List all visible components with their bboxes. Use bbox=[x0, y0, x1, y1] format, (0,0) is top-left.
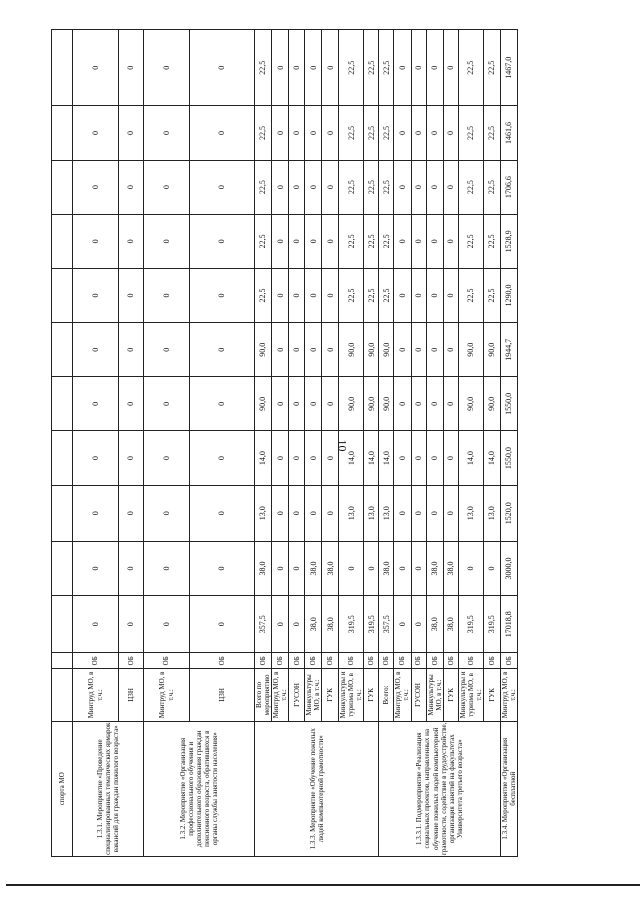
value-cell: 90,0 bbox=[379, 323, 394, 377]
value-cell: 0 bbox=[394, 541, 411, 595]
value-cell: 0 bbox=[190, 377, 255, 431]
value-cell: 0 bbox=[190, 596, 255, 653]
value-cell: 22,5 bbox=[458, 214, 483, 268]
executor-cell: Всего по мероприятию bbox=[255, 669, 272, 721]
value-cell: 0 bbox=[305, 323, 322, 377]
value-cell: 0 bbox=[443, 160, 458, 214]
value-cell: 22,5 bbox=[379, 160, 394, 214]
value-cell: 14,0 bbox=[483, 431, 500, 485]
value-cell: 22,5 bbox=[483, 268, 500, 322]
funding-source-cell: ОБ bbox=[364, 653, 379, 669]
value-cell: 38,0 bbox=[305, 541, 322, 595]
value-cell: 22,5 bbox=[339, 268, 364, 322]
event-name-cell: 1.3.1. Мероприятие «Проведение специализированных тематических ярмарок вакансий для граждан пожилого возраста» bbox=[73, 721, 144, 856]
value-cell: 0 bbox=[190, 431, 255, 485]
value-cell: 22,5 bbox=[364, 268, 379, 322]
value-cell: 0 bbox=[483, 541, 500, 595]
executor-cell: ЦЗН bbox=[119, 669, 144, 721]
value-cell: 90,0 bbox=[364, 377, 379, 431]
value-cell: 22,5 bbox=[379, 30, 394, 106]
value-cell: 0 bbox=[322, 268, 339, 322]
value-cell: 0 bbox=[73, 160, 119, 214]
value-cell: 0 bbox=[322, 485, 339, 541]
value-cell: 3000,0 bbox=[500, 541, 517, 595]
value-cell: 22,5 bbox=[458, 268, 483, 322]
value-cell: 0 bbox=[411, 106, 426, 160]
value-cell: 0 bbox=[443, 323, 458, 377]
value-cell bbox=[52, 541, 73, 595]
value-cell: 0 bbox=[305, 268, 322, 322]
value-cell: 0 bbox=[144, 30, 190, 106]
funding-source-cell: ОБ bbox=[426, 653, 443, 669]
value-cell: 22,5 bbox=[255, 214, 272, 268]
value-cell: 14,0 bbox=[364, 431, 379, 485]
table-row bbox=[73, 30, 119, 857]
value-cell: 0 bbox=[119, 431, 144, 485]
budget-table-area bbox=[51, 29, 527, 857]
value-cell: 0 bbox=[73, 214, 119, 268]
value-cell: 0 bbox=[289, 214, 305, 268]
value-cell: 0 bbox=[272, 214, 289, 268]
value-cell: 0 bbox=[394, 377, 411, 431]
value-cell: 90,0 bbox=[483, 377, 500, 431]
bottom-rule bbox=[6, 884, 640, 886]
value-cell bbox=[52, 268, 73, 322]
funding-source-cell: ОБ bbox=[289, 653, 305, 669]
value-cell: 13,0 bbox=[483, 485, 500, 541]
executor-cell: ГУК bbox=[443, 669, 458, 721]
value-cell: 0 bbox=[289, 377, 305, 431]
value-cell: 0 bbox=[289, 106, 305, 160]
value-cell: 0 bbox=[119, 106, 144, 160]
value-cell: 0 bbox=[289, 30, 305, 106]
value-cell: 13,0 bbox=[364, 485, 379, 541]
value-cell: 0 bbox=[119, 596, 144, 653]
value-cell: 0 bbox=[411, 541, 426, 595]
funding-source-cell: ОБ bbox=[339, 653, 364, 669]
funding-source-cell: ОБ bbox=[500, 653, 517, 669]
value-cell: 22,5 bbox=[339, 30, 364, 106]
value-cell: 0 bbox=[443, 431, 458, 485]
value-cell: 0 bbox=[144, 268, 190, 322]
value-cell: 0 bbox=[119, 30, 144, 106]
funding-source-cell: ОБ bbox=[322, 653, 339, 669]
value-cell: 0 bbox=[426, 30, 443, 106]
value-cell: 0 bbox=[305, 160, 322, 214]
value-cell: 90,0 bbox=[339, 323, 364, 377]
value-cell: 1550,0 bbox=[500, 377, 517, 431]
value-cell: 0 bbox=[272, 541, 289, 595]
table-row bbox=[500, 30, 517, 857]
value-cell: 1944,7 bbox=[500, 323, 517, 377]
value-cell: 0 bbox=[394, 596, 411, 653]
value-cell: 90,0 bbox=[255, 323, 272, 377]
value-cell: 22,5 bbox=[255, 268, 272, 322]
value-cell: 38,0 bbox=[426, 541, 443, 595]
page-number: 10 bbox=[335, 439, 350, 452]
funding-source-cell: ОБ bbox=[272, 653, 289, 669]
value-cell: 22,5 bbox=[339, 106, 364, 160]
value-cell: 0 bbox=[443, 106, 458, 160]
value-cell: 0 bbox=[190, 541, 255, 595]
executor-cell: Всего: bbox=[379, 669, 394, 721]
value-cell: 319,5 bbox=[364, 596, 379, 653]
value-cell: 0 bbox=[272, 377, 289, 431]
value-cell: 1550,0 bbox=[500, 431, 517, 485]
value-cell: 0 bbox=[394, 214, 411, 268]
funding-source-cell: ОБ bbox=[411, 653, 426, 669]
funding-source-cell: ОБ bbox=[305, 653, 322, 669]
value-cell: 0 bbox=[322, 30, 339, 106]
value-cell: 22,5 bbox=[255, 106, 272, 160]
value-cell: 0 bbox=[190, 214, 255, 268]
value-cell: 22,5 bbox=[364, 106, 379, 160]
value-cell: 1706,6 bbox=[500, 160, 517, 214]
funding-source-cell: ОБ bbox=[483, 653, 500, 669]
value-cell: 0 bbox=[144, 541, 190, 595]
value-cell: 0 bbox=[426, 160, 443, 214]
value-cell bbox=[52, 485, 73, 541]
value-cell: 0 bbox=[144, 323, 190, 377]
value-cell: 13,0 bbox=[255, 485, 272, 541]
value-cell: 0 bbox=[339, 541, 364, 595]
value-cell: 0 bbox=[144, 596, 190, 653]
value-cell: 22,5 bbox=[364, 160, 379, 214]
value-cell: 0 bbox=[322, 377, 339, 431]
value-cell: 0 bbox=[289, 541, 305, 595]
value-cell: 0 bbox=[305, 485, 322, 541]
value-cell: 90,0 bbox=[339, 377, 364, 431]
value-cell: 38,0 bbox=[379, 541, 394, 595]
value-cell: 0 bbox=[426, 268, 443, 322]
value-cell: 0 bbox=[458, 541, 483, 595]
value-cell: 1290,0 bbox=[500, 268, 517, 322]
value-cell: 0 bbox=[144, 377, 190, 431]
value-cell: 0 bbox=[190, 485, 255, 541]
value-cell: 13,0 bbox=[458, 485, 483, 541]
value-cell: 0 bbox=[272, 160, 289, 214]
table-row bbox=[379, 30, 394, 857]
value-cell: 22,5 bbox=[364, 30, 379, 106]
value-cell: 22,5 bbox=[339, 214, 364, 268]
value-cell: 0 bbox=[289, 268, 305, 322]
event-name-cell: 1.3.2. Мероприятие «Организация профессионального обучения и дополнительного образования граждан пенсионного возраста, обратившихся в органы службы занятости населения» bbox=[144, 721, 255, 856]
value-cell bbox=[52, 377, 73, 431]
value-cell: 0 bbox=[119, 377, 144, 431]
value-cell: 319,5 bbox=[339, 596, 364, 653]
value-cell: 0 bbox=[443, 214, 458, 268]
budget-table bbox=[51, 29, 518, 857]
value-cell: 22,5 bbox=[483, 30, 500, 106]
executor-cell: ГУК bbox=[483, 669, 500, 721]
value-cell: 38,0 bbox=[426, 596, 443, 653]
value-cell: 14,0 bbox=[458, 431, 483, 485]
value-cell: 22,5 bbox=[483, 214, 500, 268]
value-cell: 0 bbox=[73, 596, 119, 653]
value-cell: 0 bbox=[73, 268, 119, 322]
value-cell: 1467,0 bbox=[500, 30, 517, 106]
value-cell bbox=[52, 323, 73, 377]
value-cell: 319,5 bbox=[483, 596, 500, 653]
value-cell: 1461,6 bbox=[500, 106, 517, 160]
value-cell: 0 bbox=[394, 106, 411, 160]
value-cell: 0 bbox=[272, 431, 289, 485]
value-cell: 0 bbox=[272, 30, 289, 106]
value-cell: 0 bbox=[411, 30, 426, 106]
value-cell: 0 bbox=[411, 214, 426, 268]
value-cell: 0 bbox=[272, 596, 289, 653]
value-cell: 90,0 bbox=[458, 323, 483, 377]
value-cell: 0 bbox=[119, 160, 144, 214]
executor-cell: Минтруд МО, в т.ч.: bbox=[272, 669, 289, 721]
executor-cell: ГУСОН bbox=[289, 669, 305, 721]
value-cell: 22,5 bbox=[255, 160, 272, 214]
value-cell: 22,5 bbox=[255, 30, 272, 106]
value-cell: 22,5 bbox=[458, 160, 483, 214]
value-cell: 0 bbox=[322, 323, 339, 377]
value-cell: 13,0 bbox=[339, 485, 364, 541]
value-cell: 319,5 bbox=[458, 596, 483, 653]
value-cell: 357,5 bbox=[379, 596, 394, 653]
value-cell: 0 bbox=[411, 160, 426, 214]
value-cell: 14,0 bbox=[339, 431, 364, 485]
value-cell: 0 bbox=[73, 323, 119, 377]
value-cell: 13,0 bbox=[379, 485, 394, 541]
value-cell: 0 bbox=[272, 268, 289, 322]
value-cell: 0 bbox=[289, 323, 305, 377]
value-cell: 90,0 bbox=[364, 323, 379, 377]
executor-cell: ЦЗН bbox=[190, 669, 255, 721]
value-cell: 0 bbox=[411, 596, 426, 653]
value-cell: 0 bbox=[289, 160, 305, 214]
funding-source-cell: ОБ bbox=[458, 653, 483, 669]
value-cell: 22,5 bbox=[483, 160, 500, 214]
value-cell: 0 bbox=[411, 431, 426, 485]
executor-cell: Минкультуры МО, в т.ч.: bbox=[305, 669, 322, 721]
table-body bbox=[52, 30, 518, 857]
funding-source-cell: ОБ bbox=[73, 653, 119, 669]
value-cell: 0 bbox=[190, 160, 255, 214]
value-cell: 22,5 bbox=[379, 214, 394, 268]
value-cell: 0 bbox=[272, 485, 289, 541]
value-cell: 0 bbox=[73, 485, 119, 541]
value-cell: 0 bbox=[289, 485, 305, 541]
value-cell: 0 bbox=[190, 30, 255, 106]
value-cell: 0 bbox=[443, 268, 458, 322]
executor-cell bbox=[52, 669, 73, 721]
value-cell: 38,0 bbox=[322, 596, 339, 653]
value-cell: 22,5 bbox=[458, 106, 483, 160]
value-cell: 0 bbox=[305, 431, 322, 485]
value-cell: 0 bbox=[73, 541, 119, 595]
value-cell: 0 bbox=[443, 485, 458, 541]
value-cell: 22,5 bbox=[458, 30, 483, 106]
value-cell: 0 bbox=[394, 323, 411, 377]
value-cell: 90,0 bbox=[379, 377, 394, 431]
value-cell: 0 bbox=[322, 106, 339, 160]
value-cell: 90,0 bbox=[458, 377, 483, 431]
value-cell: 1520,0 bbox=[500, 485, 517, 541]
value-cell: 0 bbox=[73, 106, 119, 160]
value-cell bbox=[52, 431, 73, 485]
event-name-cell: спорта МО bbox=[52, 721, 73, 856]
executor-cell: Минтруд МО, в т.ч.: bbox=[500, 669, 517, 721]
table-row bbox=[52, 30, 73, 857]
value-cell: 0 bbox=[364, 541, 379, 595]
value-cell: 0 bbox=[119, 268, 144, 322]
value-cell: 0 bbox=[73, 30, 119, 106]
executor-cell: Минтруд МО, в т.ч.: bbox=[73, 669, 119, 721]
value-cell: 0 bbox=[73, 431, 119, 485]
value-cell: 1528,9 bbox=[500, 214, 517, 268]
value-cell: 38,0 bbox=[443, 541, 458, 595]
value-cell: 0 bbox=[426, 214, 443, 268]
value-cell bbox=[52, 30, 73, 106]
value-cell: 0 bbox=[305, 106, 322, 160]
value-cell: 357,5 bbox=[255, 596, 272, 653]
value-cell bbox=[52, 106, 73, 160]
value-cell: 0 bbox=[394, 160, 411, 214]
value-cell: 0 bbox=[190, 106, 255, 160]
value-cell: 22,5 bbox=[379, 106, 394, 160]
value-cell: 0 bbox=[144, 214, 190, 268]
value-cell: 0 bbox=[426, 106, 443, 160]
value-cell: 0 bbox=[144, 106, 190, 160]
executor-cell: Минкультуры и туризма МО, в т.ч.: bbox=[458, 669, 483, 721]
funding-source-cell: ОБ bbox=[190, 653, 255, 669]
rotated-table-container bbox=[51, 29, 527, 857]
value-cell: 0 bbox=[411, 377, 426, 431]
value-cell: 0 bbox=[394, 431, 411, 485]
value-cell: 0 bbox=[426, 485, 443, 541]
funding-source-cell bbox=[52, 653, 73, 669]
executor-cell: Минкультуры и туризма МО, в т.ч.: bbox=[339, 669, 364, 721]
value-cell: 0 bbox=[443, 30, 458, 106]
value-cell: 38,0 bbox=[443, 596, 458, 653]
value-cell: 0 bbox=[73, 377, 119, 431]
value-cell: 0 bbox=[305, 377, 322, 431]
executor-cell: Минкультуры МО, в т.ч.: bbox=[426, 669, 443, 721]
value-cell: 0 bbox=[190, 323, 255, 377]
table-row bbox=[255, 30, 272, 857]
value-cell: 0 bbox=[322, 431, 339, 485]
value-cell: 0 bbox=[426, 431, 443, 485]
value-cell: 0 bbox=[289, 431, 305, 485]
value-cell: 0 bbox=[411, 485, 426, 541]
value-cell: 14,0 bbox=[379, 431, 394, 485]
value-cell bbox=[52, 596, 73, 653]
value-cell: 0 bbox=[426, 377, 443, 431]
value-cell: 0 bbox=[272, 106, 289, 160]
value-cell: 22,5 bbox=[364, 214, 379, 268]
value-cell: 38,0 bbox=[255, 541, 272, 595]
value-cell: 38,0 bbox=[322, 541, 339, 595]
value-cell: 90,0 bbox=[255, 377, 272, 431]
executor-cell: ГУСОН bbox=[411, 669, 426, 721]
value-cell: 0 bbox=[426, 323, 443, 377]
value-cell: 0 bbox=[119, 485, 144, 541]
value-cell: 0 bbox=[305, 214, 322, 268]
value-cell: 0 bbox=[443, 377, 458, 431]
value-cell bbox=[52, 214, 73, 268]
value-cell: 38,0 bbox=[305, 596, 322, 653]
value-cell: 0 bbox=[144, 431, 190, 485]
value-cell: 0 bbox=[394, 485, 411, 541]
value-cell: 0 bbox=[322, 214, 339, 268]
funding-source-cell: ОБ bbox=[443, 653, 458, 669]
table-row bbox=[144, 30, 190, 857]
value-cell: 0 bbox=[190, 268, 255, 322]
funding-source-cell: ОБ bbox=[255, 653, 272, 669]
funding-source-cell: ОБ bbox=[144, 653, 190, 669]
value-cell: 0 bbox=[119, 214, 144, 268]
funding-source-cell: ОБ bbox=[379, 653, 394, 669]
value-cell: 17018,8 bbox=[500, 596, 517, 653]
value-cell: 22,5 bbox=[339, 160, 364, 214]
event-name-cell: 1.3.4. Мероприятие «Организация бесплатной bbox=[500, 721, 517, 856]
event-name-cell: 1.3.3. Мероприятие «Обучение пожилых людей компьютерной грамотности» bbox=[255, 721, 379, 856]
funding-source-cell: ОБ bbox=[394, 653, 411, 669]
event-name-cell: 1.3.3.1. Подмероприятие «Реализация социальных проектов, направленных на обучение пожилых людей компьютерной грамотности, содействие в трудоустройстве, организация занятий на факультетах Университета третьего возраста» bbox=[379, 721, 500, 856]
executor-cell: Минтруд МО, в т.ч.: bbox=[394, 669, 411, 721]
value-cell: 22,5 bbox=[483, 106, 500, 160]
value-cell: 0 bbox=[144, 160, 190, 214]
value-cell: 0 bbox=[322, 160, 339, 214]
value-cell: 0 bbox=[394, 268, 411, 322]
value-cell: 0 bbox=[411, 323, 426, 377]
value-cell: 0 bbox=[289, 596, 305, 653]
executor-cell: Минтруд МО, в т.ч.: bbox=[144, 669, 190, 721]
value-cell: 0 bbox=[411, 268, 426, 322]
value-cell: 0 bbox=[305, 30, 322, 106]
value-cell: 0 bbox=[119, 541, 144, 595]
value-cell bbox=[52, 160, 73, 214]
value-cell: 0 bbox=[119, 323, 144, 377]
executor-cell: ГУК bbox=[322, 669, 339, 721]
value-cell: 14,0 bbox=[255, 431, 272, 485]
value-cell: 90,0 bbox=[483, 323, 500, 377]
value-cell: 0 bbox=[394, 30, 411, 106]
value-cell: 0 bbox=[272, 323, 289, 377]
value-cell: 0 bbox=[144, 485, 190, 541]
value-cell: 22,5 bbox=[379, 268, 394, 322]
funding-source-cell: ОБ bbox=[119, 653, 144, 669]
executor-cell: ГУК bbox=[364, 669, 379, 721]
